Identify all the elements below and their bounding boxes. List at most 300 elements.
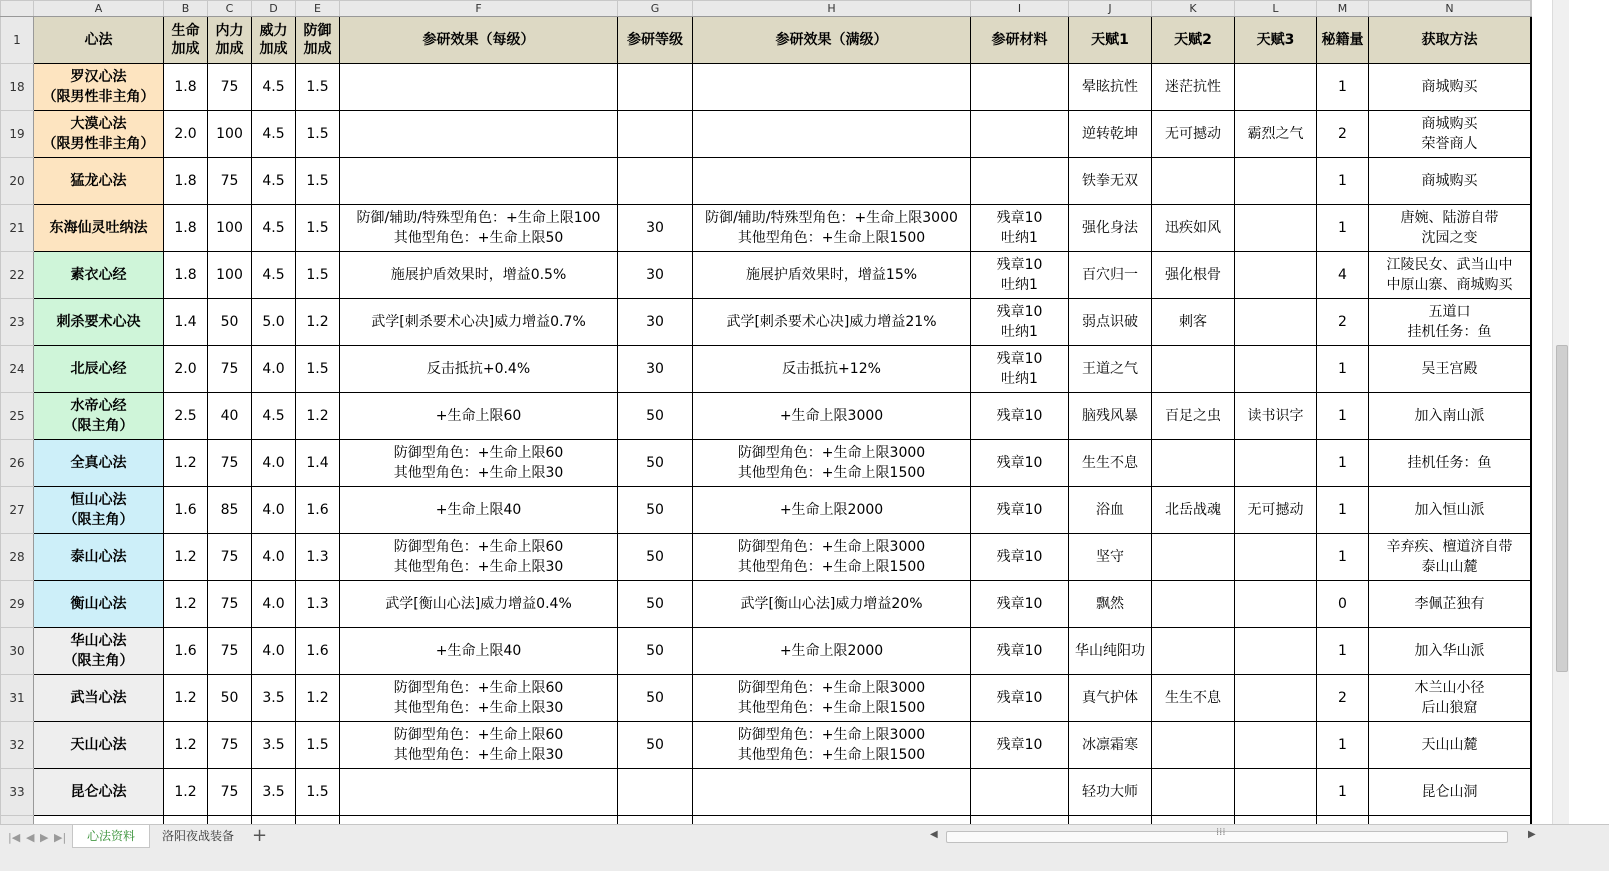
header-cell[interactable]: 天赋3 bbox=[1235, 17, 1317, 64]
next-sheet-icon[interactable]: ▶ bbox=[40, 831, 49, 844]
data-cell[interactable]: 1 bbox=[1317, 722, 1369, 769]
data-cell[interactable]: 3.5 bbox=[252, 722, 296, 769]
column-header[interactable]: H bbox=[693, 1, 971, 17]
blank-cell[interactable] bbox=[1531, 393, 1532, 440]
row-header[interactable]: 27 bbox=[1, 487, 34, 534]
data-cell[interactable]: +生命上限40 bbox=[340, 487, 618, 534]
data-cell[interactable]: 残章10 吐纳1 bbox=[971, 252, 1069, 299]
data-cell[interactable]: 4.0 bbox=[252, 346, 296, 393]
vertical-scroll-thumb[interactable] bbox=[1556, 345, 1568, 672]
vertical-scrollbar[interactable] bbox=[1552, 0, 1569, 830]
data-cell[interactable]: 无可撼动 bbox=[1235, 487, 1317, 534]
data-cell[interactable]: 1.4 bbox=[164, 299, 208, 346]
data-cell[interactable]: 五道口 挂机任务：鱼 bbox=[1369, 299, 1531, 346]
data-cell[interactable]: 50 bbox=[208, 675, 252, 722]
data-cell[interactable] bbox=[1235, 581, 1317, 628]
data-cell[interactable]: 反击抵抗+12% bbox=[693, 346, 971, 393]
data-cell[interactable]: 防御型角色：+生命上限3000 其他型角色：+生命上限1500 bbox=[693, 440, 971, 487]
data-cell[interactable]: 真气护体 bbox=[1069, 675, 1152, 722]
blank-cell[interactable] bbox=[1531, 769, 1532, 816]
row-header[interactable]: 31 bbox=[1, 675, 34, 722]
data-cell[interactable]: 1.8 bbox=[164, 64, 208, 111]
data-cell[interactable]: 防御型角色：+生命上限3000 其他型角色：+生命上限1500 bbox=[693, 722, 971, 769]
data-cell[interactable]: 商城购买 荣誉商人 bbox=[1369, 111, 1531, 158]
data-cell[interactable]: 75 bbox=[208, 581, 252, 628]
last-sheet-icon[interactable]: ▶| bbox=[54, 831, 67, 844]
data-cell[interactable]: 残章10 bbox=[971, 487, 1069, 534]
data-cell[interactable]: 唐婉、陆游自带 沈园之变 bbox=[1369, 205, 1531, 252]
data-cell[interactable]: 加入华山派 bbox=[1369, 628, 1531, 675]
data-cell[interactable]: 75 bbox=[208, 722, 252, 769]
xinfa-name-cell[interactable]: 泰山心法 bbox=[34, 534, 164, 581]
xinfa-name-cell[interactable]: 刺杀要术心决 bbox=[34, 299, 164, 346]
header-cell[interactable]: 获取方法 bbox=[1369, 17, 1531, 64]
data-cell[interactable] bbox=[1235, 252, 1317, 299]
data-cell[interactable]: 残章10 吐纳1 bbox=[971, 205, 1069, 252]
data-cell[interactable]: 100 bbox=[208, 111, 252, 158]
blank-cell[interactable] bbox=[1531, 205, 1532, 252]
prev-sheet-icon[interactable]: ◀ bbox=[26, 831, 35, 844]
column-header[interactable]: J bbox=[1069, 1, 1152, 17]
data-cell[interactable]: 4.0 bbox=[252, 534, 296, 581]
column-header[interactable]: D bbox=[252, 1, 296, 17]
data-cell[interactable]: 1.2 bbox=[164, 534, 208, 581]
data-cell[interactable]: 1.6 bbox=[296, 487, 340, 534]
data-cell[interactable]: 1.6 bbox=[164, 628, 208, 675]
data-cell[interactable] bbox=[1235, 534, 1317, 581]
data-cell[interactable] bbox=[693, 64, 971, 111]
xinfa-name-cell[interactable]: 猛龙心法 bbox=[34, 158, 164, 205]
horizontal-scrollbar[interactable] bbox=[928, 829, 1540, 843]
row-header[interactable]: 26 bbox=[1, 440, 34, 487]
data-cell[interactable]: 轻功大师 bbox=[1069, 769, 1152, 816]
column-header[interactable]: I bbox=[971, 1, 1069, 17]
data-cell[interactable]: 1.8 bbox=[164, 205, 208, 252]
data-cell[interactable]: 吴王宫殿 bbox=[1369, 346, 1531, 393]
data-cell[interactable]: 1.5 bbox=[296, 158, 340, 205]
data-cell[interactable]: 30 bbox=[618, 346, 693, 393]
blank-cell[interactable] bbox=[1531, 346, 1532, 393]
column-header[interactable]: E bbox=[296, 1, 340, 17]
header-cell[interactable]: 天赋2 bbox=[1152, 17, 1235, 64]
data-cell[interactable]: 迷茫抗性 bbox=[1152, 64, 1235, 111]
data-cell[interactable] bbox=[971, 64, 1069, 111]
row-header[interactable]: 29 bbox=[1, 581, 34, 628]
header-cell[interactable]: 心法 bbox=[34, 17, 164, 64]
data-cell[interactable]: 防御型角色：+生命上限3000 其他型角色：+生命上限1500 bbox=[693, 675, 971, 722]
data-cell[interactable]: 施展护盾效果时，增益15% bbox=[693, 252, 971, 299]
xinfa-name-cell[interactable]: 水帝心经 （限主角） bbox=[34, 393, 164, 440]
data-cell[interactable]: 防御型角色：+生命上限60 其他型角色：+生命上限30 bbox=[340, 722, 618, 769]
data-cell[interactable]: 40 bbox=[208, 393, 252, 440]
data-cell[interactable] bbox=[1235, 440, 1317, 487]
row-header[interactable]: 32 bbox=[1, 722, 34, 769]
column-header[interactable]: N bbox=[1369, 1, 1531, 17]
data-cell[interactable]: 飘然 bbox=[1069, 581, 1152, 628]
data-cell[interactable]: 85 bbox=[208, 487, 252, 534]
data-cell[interactable]: 2.0 bbox=[164, 111, 208, 158]
header-cell[interactable]: 参研效果（每级） bbox=[340, 17, 618, 64]
xinfa-name-cell[interactable]: 天山心法 bbox=[34, 722, 164, 769]
data-cell[interactable]: 1.5 bbox=[296, 252, 340, 299]
data-cell[interactable]: 北岳战魂 bbox=[1152, 487, 1235, 534]
data-cell[interactable]: 2 bbox=[1317, 299, 1369, 346]
data-cell[interactable]: 3.5 bbox=[252, 769, 296, 816]
data-cell[interactable]: 刺客 bbox=[1152, 299, 1235, 346]
header-cell[interactable]: 防御 加成 bbox=[296, 17, 340, 64]
data-cell[interactable]: 1.2 bbox=[164, 769, 208, 816]
data-cell[interactable]: 100 bbox=[208, 252, 252, 299]
data-cell[interactable]: 无可撼动 bbox=[1152, 111, 1235, 158]
data-cell[interactable]: 加入南山派 bbox=[1369, 393, 1531, 440]
data-cell[interactable]: 江陵民女、武当山中 中原山寨、商城购买 bbox=[1369, 252, 1531, 299]
blank-cell[interactable] bbox=[1531, 111, 1532, 158]
data-cell[interactable]: 1 bbox=[1317, 628, 1369, 675]
data-cell[interactable]: 挂机任务：鱼 bbox=[1369, 440, 1531, 487]
data-cell[interactable] bbox=[1152, 534, 1235, 581]
data-cell[interactable] bbox=[1235, 628, 1317, 675]
xinfa-name-cell[interactable]: 素衣心经 bbox=[34, 252, 164, 299]
blank-cell[interactable] bbox=[1531, 17, 1532, 64]
row-header[interactable]: 1 bbox=[1, 17, 34, 64]
data-cell[interactable]: 4 bbox=[1317, 252, 1369, 299]
data-cell[interactable]: 1.6 bbox=[296, 628, 340, 675]
data-cell[interactable]: 残章10 bbox=[971, 393, 1069, 440]
data-cell[interactable]: 晕眩抗性 bbox=[1069, 64, 1152, 111]
blank-cell[interactable] bbox=[1531, 581, 1532, 628]
data-cell[interactable]: 生生不息 bbox=[1069, 440, 1152, 487]
data-cell[interactable] bbox=[1152, 581, 1235, 628]
data-cell[interactable]: 1.5 bbox=[296, 722, 340, 769]
data-cell[interactable]: 4.5 bbox=[252, 158, 296, 205]
data-cell[interactable] bbox=[340, 64, 618, 111]
data-cell[interactable]: 75 bbox=[208, 440, 252, 487]
data-cell[interactable]: 1.2 bbox=[164, 581, 208, 628]
data-cell[interactable] bbox=[693, 111, 971, 158]
data-cell[interactable]: 铁拳无双 bbox=[1069, 158, 1152, 205]
data-cell[interactable] bbox=[618, 769, 693, 816]
data-cell[interactable]: 残章10 吐纳1 bbox=[971, 299, 1069, 346]
data-cell[interactable]: 防御型角色：+生命上限60 其他型角色：+生命上限30 bbox=[340, 534, 618, 581]
row-header[interactable]: 30 bbox=[1, 628, 34, 675]
data-cell[interactable] bbox=[971, 158, 1069, 205]
data-cell[interactable]: 读书识字 bbox=[1235, 393, 1317, 440]
xinfa-name-cell[interactable]: 华山心法 （限主角） bbox=[34, 628, 164, 675]
xinfa-name-cell[interactable]: 衡山心法 bbox=[34, 581, 164, 628]
data-cell[interactable] bbox=[1235, 675, 1317, 722]
data-cell[interactable] bbox=[1235, 722, 1317, 769]
data-cell[interactable]: 防御/辅助/特殊型角色：+生命上限100 其他型角色：+生命上限50 bbox=[340, 205, 618, 252]
data-cell[interactable]: 坚守 bbox=[1069, 534, 1152, 581]
data-cell[interactable]: 1.5 bbox=[296, 205, 340, 252]
data-cell[interactable]: 加入恒山派 bbox=[1369, 487, 1531, 534]
data-cell[interactable]: 50 bbox=[208, 299, 252, 346]
data-cell[interactable]: 商城购买 bbox=[1369, 64, 1531, 111]
data-cell[interactable] bbox=[340, 111, 618, 158]
data-cell[interactable]: 反击抵抗+0.4% bbox=[340, 346, 618, 393]
data-cell[interactable]: 残章10 bbox=[971, 534, 1069, 581]
data-cell[interactable]: 4.0 bbox=[252, 487, 296, 534]
data-cell[interactable]: 50 bbox=[618, 675, 693, 722]
data-cell[interactable]: 1.3 bbox=[296, 534, 340, 581]
data-cell[interactable]: 强化根骨 bbox=[1152, 252, 1235, 299]
xinfa-name-cell[interactable]: 罗汉心法 （限男性非主角） bbox=[34, 64, 164, 111]
xinfa-name-cell[interactable]: 全真心法 bbox=[34, 440, 164, 487]
data-cell[interactable]: 1.3 bbox=[296, 581, 340, 628]
header-cell[interactable]: 秘籍量 bbox=[1317, 17, 1369, 64]
column-header[interactable]: G bbox=[618, 1, 693, 17]
scroll-right-icon[interactable]: ▶ bbox=[1528, 829, 1536, 840]
data-cell[interactable]: +生命上限60 bbox=[340, 393, 618, 440]
blank-cell[interactable] bbox=[1531, 722, 1532, 769]
data-cell[interactable] bbox=[1152, 769, 1235, 816]
data-cell[interactable]: 2 bbox=[1317, 675, 1369, 722]
data-cell[interactable] bbox=[1152, 628, 1235, 675]
data-cell[interactable]: 1.6 bbox=[164, 487, 208, 534]
header-cell[interactable]: 生命 加成 bbox=[164, 17, 208, 64]
column-header[interactable]: M bbox=[1317, 1, 1369, 17]
xinfa-name-cell[interactable]: 恒山心法 （限主角） bbox=[34, 487, 164, 534]
data-cell[interactable]: 1.5 bbox=[296, 346, 340, 393]
data-cell[interactable]: 1 bbox=[1317, 158, 1369, 205]
data-cell[interactable]: 75 bbox=[208, 64, 252, 111]
data-cell[interactable]: 防御/辅助/特殊型角色：+生命上限3000 其他型角色：+生命上限1500 bbox=[693, 205, 971, 252]
data-cell[interactable]: +生命上限2000 bbox=[693, 628, 971, 675]
data-cell[interactable]: 武学[衡山心法]威力增益20% bbox=[693, 581, 971, 628]
data-cell[interactable]: 1 bbox=[1317, 205, 1369, 252]
data-cell[interactable]: 防御型角色：+生命上限60 其他型角色：+生命上限30 bbox=[340, 675, 618, 722]
data-cell[interactable]: 天山山麓 bbox=[1369, 722, 1531, 769]
data-cell[interactable] bbox=[618, 111, 693, 158]
data-cell[interactable]: 2 bbox=[1317, 111, 1369, 158]
data-cell[interactable]: +生命上限2000 bbox=[693, 487, 971, 534]
data-cell[interactable]: 75 bbox=[208, 628, 252, 675]
data-cell[interactable]: 30 bbox=[618, 252, 693, 299]
data-cell[interactable]: 残章10 bbox=[971, 440, 1069, 487]
column-header[interactable]: L bbox=[1235, 1, 1317, 17]
data-cell[interactable]: 华山纯阳功 bbox=[1069, 628, 1152, 675]
data-cell[interactable]: 50 bbox=[618, 393, 693, 440]
row-header[interactable]: 24 bbox=[1, 346, 34, 393]
data-cell[interactable]: 100 bbox=[208, 205, 252, 252]
row-header[interactable]: 33 bbox=[1, 769, 34, 816]
data-cell[interactable]: 0 bbox=[1317, 581, 1369, 628]
xinfa-name-cell[interactable]: 武当心法 bbox=[34, 675, 164, 722]
data-cell[interactable]: 施展护盾效果时，增益0.5% bbox=[340, 252, 618, 299]
data-cell[interactable]: 30 bbox=[618, 205, 693, 252]
data-cell[interactable]: 残章10 吐纳1 bbox=[971, 346, 1069, 393]
data-cell[interactable]: 辛弃疾、檀道济自带 泰山山麓 bbox=[1369, 534, 1531, 581]
data-cell[interactable] bbox=[693, 158, 971, 205]
data-cell[interactable]: 昆仑山洞 bbox=[1369, 769, 1531, 816]
data-cell[interactable]: 75 bbox=[208, 534, 252, 581]
data-cell[interactable]: 50 bbox=[618, 487, 693, 534]
data-cell[interactable] bbox=[1152, 440, 1235, 487]
data-cell[interactable] bbox=[1152, 158, 1235, 205]
data-cell[interactable]: 生生不息 bbox=[1152, 675, 1235, 722]
column-header[interactable]: K bbox=[1152, 1, 1235, 17]
blank-cell[interactable] bbox=[1531, 487, 1532, 534]
column-header[interactable]: F bbox=[340, 1, 618, 17]
data-cell[interactable] bbox=[1235, 346, 1317, 393]
data-cell[interactable]: 百穴归一 bbox=[1069, 252, 1152, 299]
data-cell[interactable]: 1.8 bbox=[164, 158, 208, 205]
header-cell[interactable]: 参研等级 bbox=[618, 17, 693, 64]
data-cell[interactable]: 1 bbox=[1317, 393, 1369, 440]
row-header[interactable]: 18 bbox=[1, 64, 34, 111]
data-cell[interactable]: 冰凛霜寒 bbox=[1069, 722, 1152, 769]
blank-cell[interactable] bbox=[1531, 299, 1532, 346]
data-cell[interactable]: 1.8 bbox=[164, 252, 208, 299]
blank-cell[interactable] bbox=[1531, 675, 1532, 722]
data-cell[interactable]: 残章10 bbox=[971, 581, 1069, 628]
header-cell[interactable]: 内力 加成 bbox=[208, 17, 252, 64]
column-header[interactable]: B bbox=[164, 1, 208, 17]
data-cell[interactable]: 1 bbox=[1317, 534, 1369, 581]
first-sheet-icon[interactable]: |◀ bbox=[8, 831, 21, 844]
data-cell[interactable] bbox=[1235, 158, 1317, 205]
sheet-tab-xinfa[interactable]: 心法资料 bbox=[72, 825, 150, 848]
header-cell[interactable]: 威力 加成 bbox=[252, 17, 296, 64]
data-cell[interactable]: 75 bbox=[208, 769, 252, 816]
data-cell[interactable] bbox=[1152, 722, 1235, 769]
data-cell[interactable]: 4.5 bbox=[252, 205, 296, 252]
data-cell[interactable]: 1 bbox=[1317, 440, 1369, 487]
xinfa-name-cell[interactable]: 昆仑心法 bbox=[34, 769, 164, 816]
data-cell[interactable]: 5.0 bbox=[252, 299, 296, 346]
data-cell[interactable] bbox=[1235, 64, 1317, 111]
data-cell[interactable]: 1.2 bbox=[164, 675, 208, 722]
data-cell[interactable] bbox=[971, 769, 1069, 816]
data-cell[interactable]: 防御型角色：+生命上限60 其他型角色：+生命上限30 bbox=[340, 440, 618, 487]
column-header[interactable]: C bbox=[208, 1, 252, 17]
data-cell[interactable] bbox=[618, 158, 693, 205]
data-cell[interactable]: +生命上限40 bbox=[340, 628, 618, 675]
data-cell[interactable] bbox=[1152, 346, 1235, 393]
data-cell[interactable]: 4.5 bbox=[252, 64, 296, 111]
data-cell[interactable]: +生命上限3000 bbox=[693, 393, 971, 440]
data-cell[interactable] bbox=[340, 158, 618, 205]
data-cell[interactable]: 李佩芷独有 bbox=[1369, 581, 1531, 628]
row-header[interactable]: 20 bbox=[1, 158, 34, 205]
data-cell[interactable]: 武学[刺杀要术心决]威力增益21% bbox=[693, 299, 971, 346]
data-cell[interactable]: 4.5 bbox=[252, 111, 296, 158]
data-cell[interactable]: 1.2 bbox=[296, 299, 340, 346]
data-cell[interactable]: 50 bbox=[618, 534, 693, 581]
data-cell[interactable]: 2.0 bbox=[164, 346, 208, 393]
data-cell[interactable] bbox=[340, 769, 618, 816]
data-cell[interactable] bbox=[1235, 205, 1317, 252]
data-cell[interactable]: 强化身法 bbox=[1069, 205, 1152, 252]
data-cell[interactable] bbox=[618, 64, 693, 111]
data-cell[interactable]: 3.5 bbox=[252, 675, 296, 722]
data-cell[interactable]: 脑残风暴 bbox=[1069, 393, 1152, 440]
row-header[interactable]: 22 bbox=[1, 252, 34, 299]
data-cell[interactable]: 防御型角色：+生命上限3000 其他型角色：+生命上限1500 bbox=[693, 534, 971, 581]
data-cell[interactable]: 50 bbox=[618, 722, 693, 769]
data-cell[interactable]: 50 bbox=[618, 581, 693, 628]
xinfa-name-cell[interactable]: 东海仙灵吐纳法 bbox=[34, 205, 164, 252]
data-cell[interactable]: 弱点识破 bbox=[1069, 299, 1152, 346]
data-cell[interactable]: 4.5 bbox=[252, 393, 296, 440]
data-cell[interactable]: 75 bbox=[208, 346, 252, 393]
data-cell[interactable]: 1.5 bbox=[296, 769, 340, 816]
data-cell[interactable]: 霸烈之气 bbox=[1235, 111, 1317, 158]
data-cell[interactable]: 4.5 bbox=[252, 252, 296, 299]
data-cell[interactable] bbox=[693, 769, 971, 816]
data-cell[interactable]: 迅疾如风 bbox=[1152, 205, 1235, 252]
data-cell[interactable]: 浴血 bbox=[1069, 487, 1152, 534]
xinfa-name-cell[interactable]: 北辰心经 bbox=[34, 346, 164, 393]
data-cell[interactable]: 木兰山小径 后山狼窟 bbox=[1369, 675, 1531, 722]
data-cell[interactable] bbox=[1235, 769, 1317, 816]
select-all-corner[interactable] bbox=[1, 1, 34, 17]
scroll-left-icon[interactable]: ◀ bbox=[930, 829, 938, 840]
row-header[interactable]: 28 bbox=[1, 534, 34, 581]
data-cell[interactable]: 1.4 bbox=[296, 440, 340, 487]
data-cell[interactable] bbox=[971, 111, 1069, 158]
blank-cell[interactable] bbox=[1531, 628, 1532, 675]
data-cell[interactable] bbox=[1235, 299, 1317, 346]
data-cell[interactable]: 残章10 bbox=[971, 722, 1069, 769]
sheet-tab-luoyang[interactable]: 洛阳夜战装备 bbox=[161, 829, 234, 843]
data-cell[interactable]: 30 bbox=[618, 299, 693, 346]
data-cell[interactable]: 1 bbox=[1317, 487, 1369, 534]
data-cell[interactable]: 商城购买 bbox=[1369, 158, 1531, 205]
data-cell[interactable]: 1.5 bbox=[296, 64, 340, 111]
blank-cell[interactable] bbox=[1531, 534, 1532, 581]
data-cell[interactable]: 1.2 bbox=[164, 722, 208, 769]
data-cell[interactable]: 残章10 bbox=[971, 628, 1069, 675]
xinfa-name-cell[interactable]: 大漠心法 （限男性非主角） bbox=[34, 111, 164, 158]
add-sheet-button[interactable]: + bbox=[252, 825, 268, 846]
column-header[interactable]: A bbox=[34, 1, 164, 17]
data-cell[interactable]: 50 bbox=[618, 440, 693, 487]
row-header[interactable]: 21 bbox=[1, 205, 34, 252]
blank-cell[interactable] bbox=[1531, 440, 1532, 487]
blank-cell[interactable] bbox=[1531, 64, 1532, 111]
data-cell[interactable]: 1 bbox=[1317, 346, 1369, 393]
row-header[interactable]: 19 bbox=[1, 111, 34, 158]
data-cell[interactable]: 百足之虫 bbox=[1152, 393, 1235, 440]
blank-cell[interactable] bbox=[1531, 158, 1532, 205]
data-cell[interactable]: 2.5 bbox=[164, 393, 208, 440]
data-cell[interactable]: 残章10 bbox=[971, 675, 1069, 722]
data-cell[interactable]: 逆转乾坤 bbox=[1069, 111, 1152, 158]
data-cell[interactable]: 武学[刺杀要术心决]威力增益0.7% bbox=[340, 299, 618, 346]
row-header[interactable]: 25 bbox=[1, 393, 34, 440]
data-cell[interactable]: 75 bbox=[208, 158, 252, 205]
data-cell[interactable]: 4.0 bbox=[252, 581, 296, 628]
data-cell[interactable]: 1.5 bbox=[296, 111, 340, 158]
data-cell[interactable]: 50 bbox=[618, 628, 693, 675]
data-cell[interactable]: 1.2 bbox=[296, 675, 340, 722]
data-cell[interactable]: 4.0 bbox=[252, 628, 296, 675]
blank-cell[interactable] bbox=[1531, 252, 1532, 299]
data-cell[interactable]: 武学[衡山心法]威力增益0.4% bbox=[340, 581, 618, 628]
data-cell[interactable]: 4.0 bbox=[252, 440, 296, 487]
header-cell[interactable]: 天赋1 bbox=[1069, 17, 1152, 64]
data-cell[interactable]: 1.2 bbox=[164, 440, 208, 487]
row-header[interactable]: 23 bbox=[1, 299, 34, 346]
data-cell[interactable]: 1 bbox=[1317, 64, 1369, 111]
header-cell[interactable]: 参研材料 bbox=[971, 17, 1069, 64]
horizontal-scroll-thumb[interactable] bbox=[946, 831, 1508, 843]
data-cell[interactable]: 王道之气 bbox=[1069, 346, 1152, 393]
data-cell[interactable]: 1.2 bbox=[296, 393, 340, 440]
header-cell[interactable]: 参研效果（满级） bbox=[693, 17, 971, 64]
data-cell[interactable]: 1 bbox=[1317, 769, 1369, 816]
